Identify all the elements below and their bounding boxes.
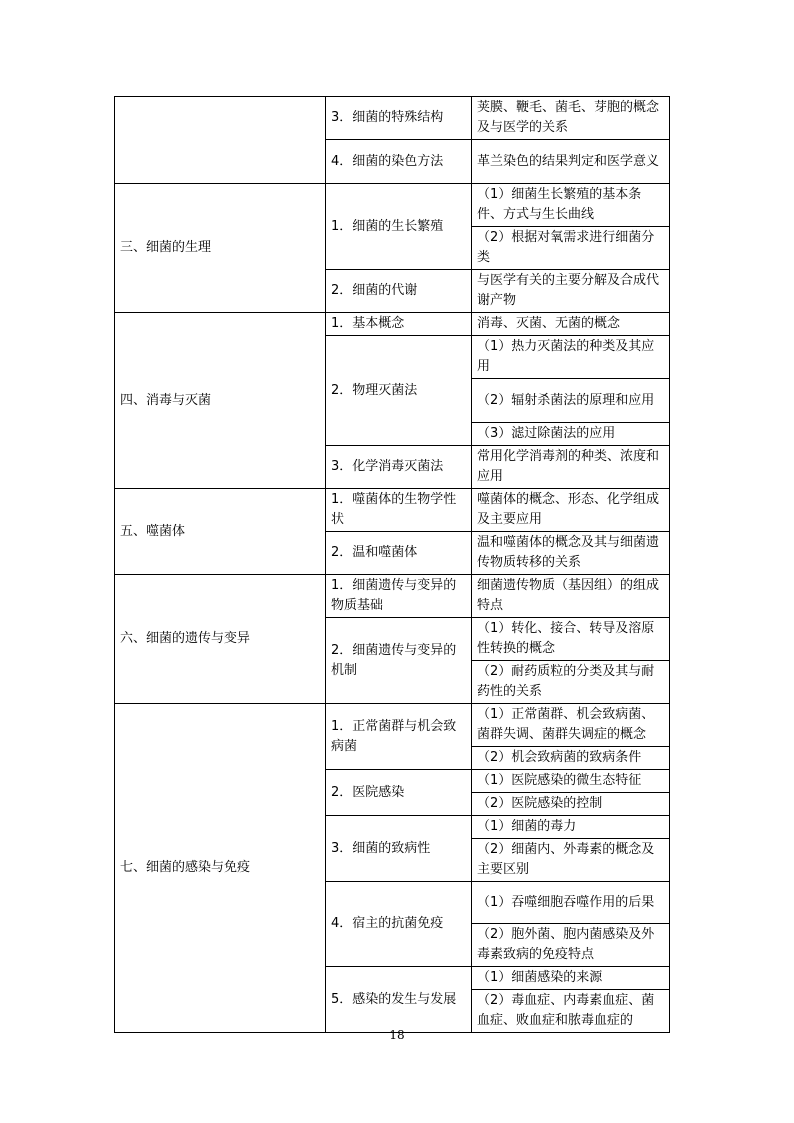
page-number: 18	[389, 1028, 405, 1042]
element-cell: 2．细菌的代谢	[326, 270, 472, 313]
content-cell: （3）滤过除菌法的应用	[472, 423, 670, 446]
element-cell: 1．正常菌群与机会致病菌	[326, 704, 472, 770]
content-cell: （1）细菌感染的来源	[472, 967, 670, 990]
element-cell: 2．温和噬菌体	[326, 532, 472, 575]
unit-cell	[115, 97, 326, 184]
element-cell: 3．细菌的致病性	[326, 816, 472, 882]
content-cell: （1）吞噬细胞吞噬作用的后果	[472, 882, 670, 924]
element-cell: 2．医院感染	[326, 770, 472, 816]
table-row	[115, 575, 670, 618]
content-cell: 噬菌体的概念、形态、化学组成及主要应用	[472, 489, 670, 532]
content-cell: （2）根据对氧需求进行细菌分类	[472, 227, 670, 270]
element-cell: 4．宿主的抗菌免疫	[326, 882, 472, 967]
content-cell: 消毒、灭菌、无菌的概念	[472, 313, 670, 336]
table-row	[115, 184, 670, 227]
element-cell: 2．物理灭菌法	[326, 336, 472, 446]
table-row	[115, 97, 670, 140]
content-cell: （1）细菌的毒力	[472, 816, 670, 839]
content-cell: （1）医院感染的微生态特征	[472, 770, 670, 793]
content-cell: （2）耐药质粒的分类及其与耐药性的关系	[472, 661, 670, 704]
content-cell: 细菌遗传物质（基因组）的组成特点	[472, 575, 670, 618]
content-cell: （2）机会致病菌的致病条件	[472, 747, 670, 770]
element-cell: 1．噬菌体的生物学性状	[326, 489, 472, 532]
table-row	[115, 704, 670, 747]
content-cell: （2）细菌内、外毒素的概念及主要区别	[472, 839, 670, 882]
element-cell: 2．细菌遗传与变异的机制	[326, 618, 472, 704]
content-cell: （2）辐射杀菌法的原理和应用	[472, 379, 670, 423]
table-row	[115, 489, 670, 532]
content-cell: 温和噬菌体的概念及其与细菌遗传物质转移的关系	[472, 532, 670, 575]
element-cell: 4．细菌的染色方法	[326, 140, 472, 184]
content-cell: （2）毒血症、内毒素血症、菌血症、败血症和脓毒血症的	[472, 990, 670, 1033]
content-cell: 荚膜、鞭毛、菌毛、芽胞的概念及与医学的关系	[472, 97, 670, 140]
syllabus-table	[114, 96, 670, 1033]
table-row	[115, 313, 670, 336]
element-cell: 1．基本概念	[326, 313, 472, 336]
unit-cell: 七、细菌的感染与免疫	[115, 704, 326, 1033]
content-cell: （1）热力灭菌法的种类及其应用	[472, 336, 670, 379]
unit-cell: 六、细菌的遗传与变异	[115, 575, 326, 704]
content-cell: （2）胞外菌、胞内菌感染及外毒素致病的免疫特点	[472, 924, 670, 967]
element-cell: 3．细菌的特殊结构	[326, 97, 472, 140]
content-cell: 常用化学消毒剂的种类、浓度和应用	[472, 446, 670, 489]
element-cell: 1．细菌遗传与变异的物质基础	[326, 575, 472, 618]
unit-cell: 三、细菌的生理	[115, 184, 326, 313]
unit-cell: 四、消毒与灭菌	[115, 313, 326, 489]
content-cell: （1）正常菌群、机会致病菌、菌群失调、菌群失调症的概念	[472, 704, 670, 747]
element-cell: 1．细菌的生长繁殖	[326, 184, 472, 270]
content-cell: 革兰染色的结果判定和医学意义	[472, 140, 670, 184]
content-cell: 与医学有关的主要分解及合成代谢产物	[472, 270, 670, 313]
unit-cell: 五、噬菌体	[115, 489, 326, 575]
content-cell: （2）医院感染的控制	[472, 793, 670, 816]
element-cell: 3．化学消毒灭菌法	[326, 446, 472, 489]
content-cell: （1）细菌生长繁殖的基本条件、方式与生长曲线	[472, 184, 670, 227]
element-cell: 5．感染的发生与发展	[326, 967, 472, 1033]
content-cell: （1）转化、接合、转导及溶原性转换的概念	[472, 618, 670, 661]
